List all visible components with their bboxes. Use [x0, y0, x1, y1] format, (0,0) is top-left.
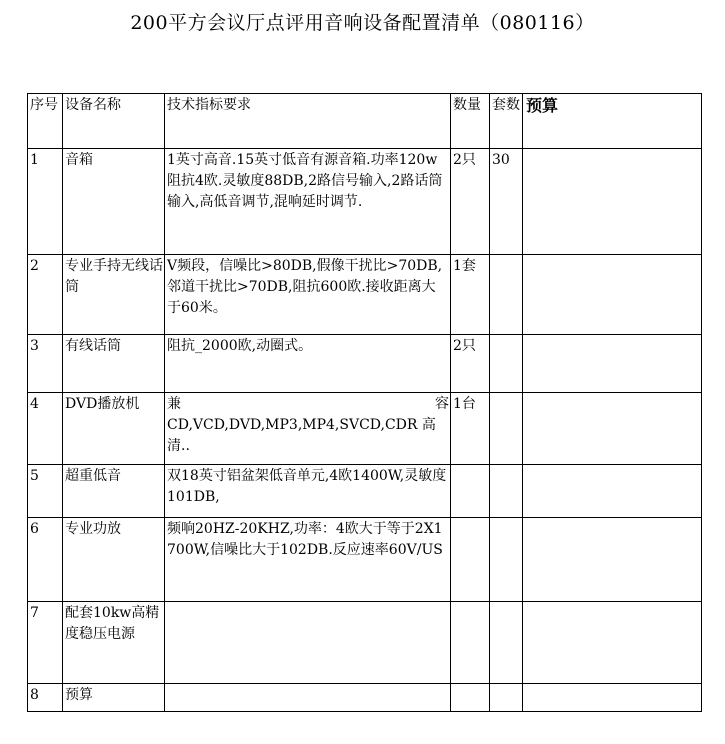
sets-value: 30: [490, 149, 523, 255]
document-title: 200平方会议厅点评用音响设备配置清单（080116）: [130, 12, 595, 34]
row-name: 专业功放: [63, 518, 165, 602]
row-budget: [523, 255, 702, 335]
row-spec: 阻抗_2000欧,动圈式。: [165, 335, 451, 393]
row-spec: V频段，信噪比>80DB,假像干扰比>70DB,邻道干扰比>70DB,阻抗600欧.接收距离大于60米。: [165, 255, 451, 335]
row-sets: [490, 602, 523, 684]
row-budget: [523, 602, 702, 684]
row-name: 预算: [63, 684, 165, 712]
spec-word-left: 兼: [167, 396, 181, 412]
row-qty: [451, 602, 490, 684]
row-budget: [523, 149, 702, 255]
header-spec: 技术指标要求: [165, 94, 451, 149]
spec-line-1: [167, 394, 449, 415]
row-qty: 1台: [451, 393, 490, 465]
header-budget: 预算: [523, 94, 702, 149]
table-row: [28, 149, 702, 255]
row-sets: [490, 255, 523, 335]
table-row: [28, 602, 702, 684]
equipment-table: [27, 93, 702, 712]
table-header-row: [28, 94, 702, 149]
row-budget: [523, 465, 702, 518]
row-budget: [523, 518, 702, 602]
table-row: [28, 393, 702, 465]
header-name: 设备名称: [63, 94, 165, 149]
row-name: 配套10kw高精度稳压电源: [63, 602, 165, 684]
row-no: 1: [28, 149, 63, 255]
row-budget: [523, 335, 702, 393]
table-row: [28, 518, 702, 602]
spec-line-2: CD,VCD,DVD,MP3,MP4,SVCD,CDR 高清..: [167, 417, 436, 454]
row-spec: 双18英寸铝盆架低音单元,4欧1400W,灵敏度101DB,: [165, 465, 451, 518]
row-budget: [523, 393, 702, 465]
row-no: 8: [28, 684, 63, 712]
row-budget: [523, 684, 702, 712]
header-qty: 数量: [451, 94, 490, 149]
row-sets: [490, 465, 523, 518]
row-qty: [451, 465, 490, 518]
row-no: 6: [28, 518, 63, 602]
row-spec: 频响20HZ-20KHZ,功率：4欧大于等于2X1700W,信噪比大于102DB.反应速率60V/US: [165, 518, 451, 602]
row-spec: [165, 684, 451, 712]
row-qty: [451, 518, 490, 602]
row-sets: [490, 684, 523, 712]
row-qty: 1套: [451, 255, 490, 335]
header-sets: 套数: [490, 94, 523, 149]
row-name: DVD播放机: [63, 393, 165, 465]
row-no: 3: [28, 335, 63, 393]
row-spec: [165, 393, 451, 465]
row-name: 超重低音: [63, 465, 165, 518]
table-row: [28, 335, 702, 393]
row-qty: 2只: [451, 149, 490, 255]
row-no: 2: [28, 255, 63, 335]
row-name: 专业手持无线话筒: [63, 255, 165, 335]
spec-word-right: 容: [435, 396, 449, 412]
row-qty: 2只: [451, 335, 490, 393]
header-no: 序号: [28, 94, 63, 149]
row-spec: [165, 602, 451, 684]
row-qty: [451, 684, 490, 712]
row-no: 5: [28, 465, 63, 518]
row-no: 4: [28, 393, 63, 465]
row-spec: 1英寸高音.15英寸低音有源音箱.功率120w阻抗4欧.灵敏度88DB,2路信号输入,2路话筒输入,高低音调节,混响延时调节.: [165, 149, 451, 255]
table-row: [28, 255, 702, 335]
row-name: 音箱: [63, 149, 165, 255]
row-sets: [490, 518, 523, 602]
row-sets: [490, 393, 523, 465]
table-row: [28, 465, 702, 518]
row-no: 7: [28, 602, 63, 684]
row-name: 有线话筒: [63, 335, 165, 393]
row-sets: [490, 335, 523, 393]
table-row: [28, 684, 702, 712]
